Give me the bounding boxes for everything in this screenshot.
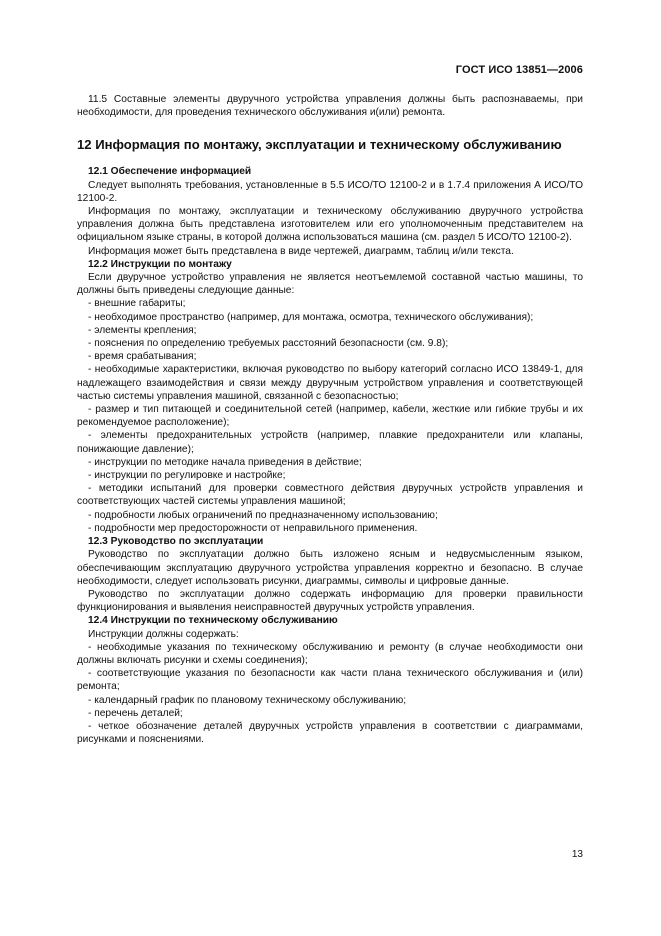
list-item: - элементы предохранительных устройств (например, плавкие предохранители или клапаны, понижающие давление);: [77, 430, 583, 455]
list-item: - инструкции по регулировке и настройке;: [88, 470, 286, 482]
clause-12-4-heading: 12.4 Инструкции по техническому обслуживанию: [88, 615, 338, 627]
list-item: - размер и тип питающей и соединительной сетей (например, кабели, жесткие или гибкие трубы и их рекомендуемое расположение);: [77, 404, 583, 429]
section-12-title: 12 Информация по монтажу, эксплуатации и техническому обслуживанию: [77, 137, 562, 153]
clause-11-5: 11.5 Составные элементы двуручного устройства управления должны быть распознаваемы, при необходимости, для проведения технического обслуживания и(или) ремонта.: [77, 94, 583, 119]
page-content: [77, 93, 583, 746]
list-item: - подробности любых ограничений по предназначенному использованию;: [88, 509, 438, 521]
list-item: - четкое обозначение деталей двуручных устройств управления в соответствии с диаграммами, рисунками и пояснениями.: [77, 720, 583, 746]
paragraph: Руководство по эксплуатации должно содержать информацию для проверки правильности функционирования и выявления неисправностей двуручных устройств управления.: [77, 588, 583, 614]
paragraph: Руководство по эксплуатации должно быть изложено ясным и недвусмысленным языком, обеспечивающим эксплуатацию двуручного устройства управления корректно и безопасно. В случае необходимости, следует использовать рисунки, диаграммы, символы и цифровые данные.: [77, 549, 583, 587]
list-item: - соответствующие указания по безопасности как части плана технического обслуживания и (или) ремонта;: [77, 668, 583, 693]
list-item: - необходимые указания по техническому обслуживанию и ремонту (в случае необходимости они должны включать рисунки и схемы соединения);: [77, 641, 583, 666]
paragraph: Если двуручное устройство управления не является неотъемлемой составной частью машины, то должны быть приведены следующие данные:: [77, 272, 583, 297]
list-item: - подробности мер предосторожности от неправильного применения.: [88, 522, 418, 534]
list-item: - элементы крепления;: [88, 324, 197, 336]
paragraph: Информация по монтажу, эксплуатации и техническому обслуживанию двуручного устройства управления должна быть представлена изготовителем или его уполномоченным представителем на официальном языке страны, в которой должна использоваться машина (см. раздел 5 ИСО/ТО 12100-2).: [77, 206, 583, 244]
list-item: - инструкции по методике начала приведения в действие;: [88, 456, 362, 468]
list-item: - пояснения по определению требуемых расстояний безопасности (см. 9.8);: [88, 338, 449, 350]
list-item: - методики испытаний для проверки совместного действия двуручных устройств управления и соответствующих частей системы управления машиной;: [77, 483, 583, 508]
paragraph: Инструкции должны содержать:: [88, 628, 239, 640]
clause-12-1-heading: 12.1 Обеспечение информацией: [88, 166, 252, 178]
list-item: - необходимое пространство (например, для монтажа, осмотра, технического обслуживания);: [88, 311, 534, 323]
clause-12-2-heading: 12.2 Инструкции по монтажу: [88, 258, 232, 270]
list-item: - перечень деталей;: [88, 707, 183, 719]
list-item: - время срабатывания;: [88, 351, 197, 363]
paragraph: Информация может быть представлена в виде чертежей, диаграмм, таблиц и/или текста.: [88, 245, 514, 257]
list-item: - необходимые характеристики, включая руководство по выбору категорий согласно ИСО 13849-1, для надлежащего взаимодействия и связи между двуручным устройством управления и соответствующей частью системы управления машиной, связанной с безопасностью;: [77, 364, 583, 402]
page-number: 13: [571, 849, 583, 860]
standard-designation: ГОСТ ИСО 13851—2006: [455, 64, 583, 76]
list-item: - календарный график по плановому техническому обслуживанию;: [88, 694, 407, 706]
clause-12-3-heading: 12.3 Руководство по эксплуатации: [88, 536, 264, 548]
list-item: - внешние габариты;: [88, 298, 186, 310]
paragraph: Следует выполнять требования, установленные в 5.5 ИСО/ТО 12100-2 и в 1.7.4 приложения А ИСО/ТО 12100-2.: [77, 179, 583, 204]
